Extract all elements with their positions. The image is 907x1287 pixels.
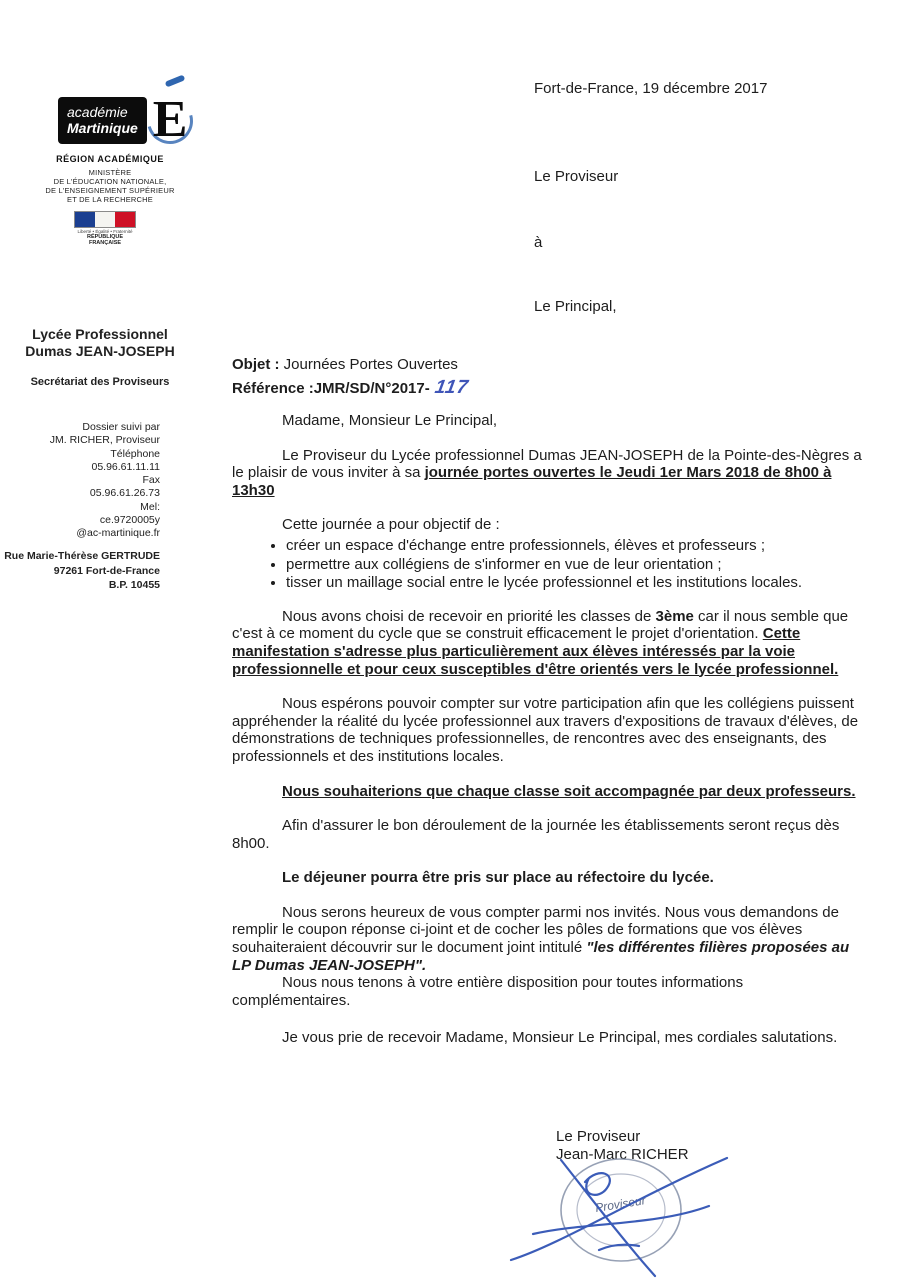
date-line: Fort-de-France, 19 décembre 2017 bbox=[534, 80, 768, 97]
phone-value: 05.96.61.11.11 bbox=[91, 460, 160, 473]
email-line2: @ac-martinique.fr bbox=[76, 527, 160, 540]
priorite-text-b: car il nous semble que c'est à ce moment du cycle que se construit efficacement le projet d'orientation. bbox=[232, 607, 849, 643]
martinique-label: Martinique bbox=[67, 120, 138, 136]
paragraph-disposition: Nous nous tenons à votre entière disposition pour toutes informations complémentaires. bbox=[232, 974, 744, 1009]
address-line1: Rue Marie-Thérèse GERTRUDE bbox=[4, 550, 160, 562]
ministere-line: DE L'ENSEIGNEMENT SUPÉRIEUR bbox=[45, 186, 175, 195]
paragraph-accompagnement: Nous souhaiterions que chaque classe soit accompagnée par deux professeurs. bbox=[282, 782, 856, 800]
contact-block bbox=[20, 421, 160, 541]
objectives-list bbox=[232, 537, 864, 592]
objective-item: • créer un espace d'échange entre professionnels, élèves et professeurs ; bbox=[286, 537, 864, 555]
reference-number-handwritten: 117 bbox=[432, 377, 470, 398]
sender-line: Le Proviseur bbox=[534, 168, 619, 185]
manifestation-emphasis: Cette manifestation s'adresse plus particulièrement aux élèves intéressés par la voie professionnelle et pour ceux susceptibles d'être orientés vers le lycée professionnel. bbox=[232, 625, 839, 678]
flag-red bbox=[115, 212, 135, 227]
tricolor-flag-icon bbox=[74, 211, 136, 228]
dossier-person: JM. RICHER, Proviseur bbox=[49, 434, 160, 447]
academie-label: académie bbox=[67, 104, 128, 120]
signature-and-stamp bbox=[503, 1146, 735, 1284]
service-label: Secrétariat des Proviseurs bbox=[30, 376, 170, 388]
handwritten-signature-icon bbox=[511, 1158, 727, 1276]
marianne-republic: RÉPUBLIQUE FRANÇAISE bbox=[86, 234, 124, 246]
fax-label: Fax bbox=[142, 474, 160, 487]
marianne-motto: Liberté • Égalité • Fraternité bbox=[77, 229, 133, 234]
flag-white bbox=[95, 212, 115, 227]
invitation-text: Le Proviseur du Lycée professionnel Dumas JEAN-JOSEPH de la Pointe-des-Nègres a le plaisir de vous inviter à sa bbox=[232, 446, 862, 482]
academie-badge bbox=[58, 97, 147, 144]
reference-line bbox=[232, 377, 468, 399]
open-day-emphasis: journée portes ouvertes le Jeudi 1er Mars 2018 de 8h00 à 13h30 bbox=[232, 464, 832, 499]
classes-3eme-bold: 3ème bbox=[655, 607, 694, 625]
objet-line bbox=[232, 356, 458, 373]
school-name-line2: Dumas JEAN-JOSEPH bbox=[25, 343, 175, 359]
ministere-line: DE L'ÉDUCATION NATIONALE, bbox=[53, 177, 167, 186]
reference-label: Référence :JMR/SD/N°2017- bbox=[232, 380, 430, 397]
ministere-block bbox=[20, 168, 200, 204]
salutation: Madame, Monsieur Le Principal, bbox=[282, 412, 498, 429]
objet-value: Journées Portes Ouvertes bbox=[283, 356, 458, 373]
objective-item: • tisser un maillage social entre le lycée professionnel et les institutions locales. bbox=[286, 574, 864, 592]
to-line: à bbox=[534, 234, 543, 251]
marianne-logo bbox=[74, 211, 136, 246]
region-academique-label: RÉGION ACADÉMIQUE bbox=[56, 154, 164, 164]
e-letter: E bbox=[152, 91, 188, 148]
fax-value: 05.96.61.26.73 bbox=[89, 487, 160, 500]
signature-title: Le Proviseur bbox=[556, 1128, 641, 1145]
school-name-line1: Lycée Professionnel bbox=[32, 326, 168, 342]
priorite-text-a: Nous avons choisi de recevoir en priorité les classes de bbox=[282, 607, 656, 625]
paragraph-invitation bbox=[232, 447, 864, 500]
recipient-line: Le Principal, bbox=[534, 298, 617, 315]
address-line2: 97261 Fort-de-France bbox=[53, 564, 160, 577]
ministere-line: ET DE LA RECHERCHE bbox=[67, 195, 153, 204]
stamp-text: Proviseur bbox=[594, 1193, 647, 1215]
paragraph-dejeuner: Le déjeuner pourra être pris sur place au réfectoire du lycée. bbox=[282, 869, 714, 887]
objective-item: • permettre aux collégiens de s'informer en vue de leur orientation ; bbox=[286, 556, 864, 574]
objet-label: Objet : bbox=[232, 356, 280, 373]
coupon-text: Nous serons heureux de vous compter parmi nos invités. Nous vous demandons de remplir le coupon réponse ci-joint et de cocher les pôles de formations que vos élèves souhaiteraient découvrir sur le document joint intitulé bbox=[232, 903, 839, 957]
mel-label: Mel: bbox=[140, 500, 160, 513]
paragraph-participation: Nous espérons pouvoir compter sur votre participation afin que les collégiens puissent appréhender la réalité du lycée professionnel aux travers d'expositions de travaux d'élèves, de démonstrations de techniques professionnelles, de rencontres avec des enseignants, des professionnels et des institutions locales. bbox=[232, 695, 859, 765]
academie-e-icon bbox=[151, 72, 195, 146]
academie-martinique-logo bbox=[58, 72, 228, 146]
phone-label: Téléphone bbox=[110, 447, 160, 460]
school-name bbox=[18, 326, 182, 360]
objectives-intro: Cette journée a pour objectif de : bbox=[282, 516, 500, 534]
address-block bbox=[0, 549, 160, 593]
logo-row bbox=[58, 72, 228, 146]
address-line3: B.P. 10455 bbox=[108, 579, 160, 591]
dossier-label: Dossier suivi par bbox=[82, 421, 160, 433]
ministere-line: MINISTÈRE bbox=[88, 168, 132, 177]
paragraph-accueil: Afin d'assurer le bon déroulement de la journée les établissements seront reçus dès 8h00. bbox=[232, 817, 840, 852]
flag-blue bbox=[75, 212, 95, 227]
paragraph-coupon bbox=[232, 904, 864, 974]
paragraph-priorite bbox=[232, 608, 864, 678]
letter-body bbox=[232, 412, 864, 1064]
email-line1: ce.9720005y bbox=[99, 514, 160, 527]
e-accent-icon bbox=[164, 74, 185, 87]
signature-name: Jean-Marc RICHER bbox=[556, 1145, 689, 1163]
document-title-italic: "les différentes filières proposées au LP Dumas JEAN-JOSEPH". bbox=[232, 939, 850, 974]
paragraph-closing: Je vous prie de recevoir Madame, Monsieur Le Principal, mes cordiales salutations. bbox=[282, 1029, 838, 1047]
